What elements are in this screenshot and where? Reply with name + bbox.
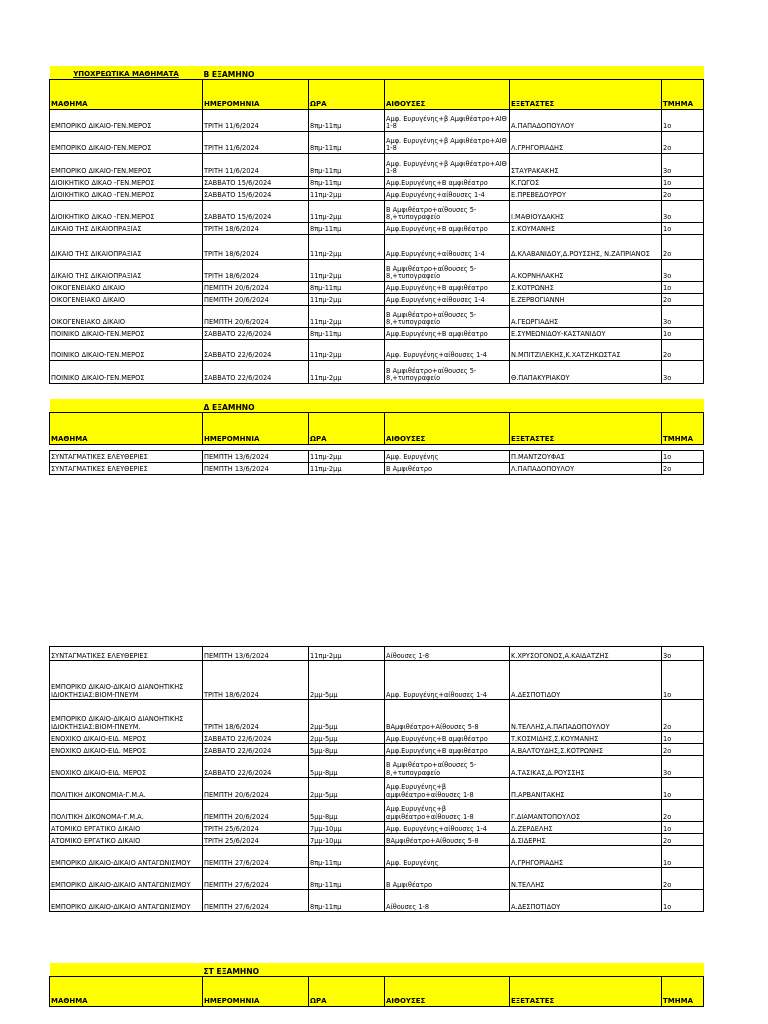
examiners-cell: Ε.ΣΥΜΕΩΝΙΔΟΥ-ΚΑΣΤΑΝΙΔΟΥ [510,327,662,339]
section-cell: 2ο [662,188,704,200]
section-cell: 1ο [662,327,704,339]
examiners-cell: Π.ΜΑΝΤΖΟΥΦΑΣ [510,450,662,462]
time-cell: 7μμ-10μμ [309,834,385,846]
time-cell: 8πμ-11πμ [309,327,385,339]
time-cell: 8πμ-11πμ [309,176,385,188]
course-cell: ΟΙΚΟΓΕΝΕΙΑΚΟ ΔΙΚΑΙΟ [50,293,203,305]
section-cell: 3ο [662,756,704,778]
rooms-cell: Β Αμφιθέατρο+αίθουσες 5-8,+τυπογραφείο [385,305,510,327]
section-cell: 2ο [662,339,704,360]
examiners-cell: Δ.ΖΕΡΔΕΛΗΣ [510,822,662,834]
schedule-table-st-semester [49,963,704,1007]
table-row [50,234,704,259]
examiners-cell: Α.ΒΑΛΤΟΥΔΗΣ,Σ.ΚΟΤΡΩΝΗΣ [510,744,662,756]
exam-schedule-st-semester [49,963,703,1007]
section-cell: 3ο [662,259,704,281]
rooms-cell: Αμφ. Ευρυγένης [385,450,510,462]
examiners-cell: Δ.ΚΛΑΒΑΝΙΔΟΥ,Δ.ΡΟΥΣΣΗΣ, Ν.ΖΑΠΡΙΑΝΟΣ [510,234,662,259]
course-header: ΜΑΘΗΜΑ [50,976,203,1006]
semester-st-title: ΣΤ ΕΞΑΜΗΝΟ [203,963,704,976]
date-cell: ΠΕΜΠΤΗ 20/6/2024 [203,281,309,293]
semester-b-title: Β ΕΞΑΜΗΝΟ [203,66,704,79]
rooms-cell: Αμφ.Ευρυγένης+αίθουσες 1-4 [385,293,510,305]
date-cell: ΠΕΜΠΤΗ 20/6/2024 [203,800,309,822]
time-header: ΩΡΑ [309,412,385,444]
column-header-row [50,79,704,109]
time-cell: 11πμ-2μμ [309,293,385,305]
table-row [50,700,704,732]
section-cell: 1ο [662,846,704,868]
section-cell: 1ο [662,450,704,462]
course-cell: ΑΤΟΜΙΚΟ ΕΡΓΑΤΙΚΟ ΔΙΚΑΙΟ [50,822,203,834]
rooms-cell: ΒΑμφιθέατρο+Αίθουσες 5-8 [385,700,510,732]
section-cell: 3ο [662,360,704,383]
rooms-cell: Αμφ.Ευρυγένης+Β αμφιθέατρο [385,732,510,744]
date-cell: ΣΑΒΒΑΤΟ 22/6/2024 [203,744,309,756]
blank-cell [50,383,704,399]
date-cell: ΠΕΜΠΤΗ 20/6/2024 [203,778,309,800]
table-row [50,339,704,360]
table-row [50,293,704,305]
time-header: ΩΡΑ [309,79,385,109]
course-cell: ΑΤΟΜΙΚΟ ΕΡΓΑΤΙΚΟ ΔΙΚΑΙΟ [50,834,203,846]
date-cell: ΠΕΜΠΤΗ 27/6/2024 [203,890,309,912]
table-row [50,462,704,474]
rooms-cell: Αμφ. Ευρυγένης+β Αμφιθέατρο+ΑΙΘ 1-8 [385,109,510,131]
time-cell: 8πμ-11πμ [309,153,385,176]
date-header: ΗΜΕΡΟΜΗΝΙΑ [203,976,309,1006]
course-cell: ΟΙΚΟΓΕΝΕΙΑΚΟ ΔΙΚΑΙΟ [50,281,203,293]
table-row [50,647,704,661]
course-cell: ΠΟΛΙΤΙΚΗ ΔΙΚΟΝΟΜΑ-Γ.Μ.Α. [50,800,203,822]
column-header-row [50,976,704,1006]
rooms-cell: Αμφ. Ευρυγένης+αίθουσες 1-4 [385,661,510,700]
course-cell: ΕΜΠΟΡΙΚΟ ΔΙΚΑΙΟ-ΔΙΚΑΙΟ ΔΙΑΝΟΗΤΙΚΗΣ ΙΔΙΟΚΤΗΣΙΑΣ:ΒΙΟΜ-ΠΝΕΥΜ. [50,700,203,732]
rooms-cell: Αμφ.Ευρυγένης+Β αμφιθέατρο [385,281,510,293]
course-cell: ΠΟΙΝΙΚΟ ΔΙΚΑΙΟ-ΓΕΝ.ΜΕΡΟΣ [50,327,203,339]
table-row [50,744,704,756]
date-cell: ΤΡΙΤΗ 11/6/2024 [203,153,309,176]
date-cell: ΣΑΒΒΑΤΟ 22/6/2024 [203,339,309,360]
course-cell: ΕΜΠΟΡΙΚΟ ΔΙΚΑΙΟ-ΓΕΝ.ΜΕΡΟΣ [50,153,203,176]
rooms-header: ΑΙΘΟΥΣΕΣ [385,412,510,444]
section-cell: 1ο [662,661,704,700]
course-cell: ΕΜΠΟΡΙΚΟ ΔΙΚΑΙΟ-ΔΙΚΑΙΟ ΑΝΤΑΓΩΝΙΣΜΟΥ [50,846,203,868]
date-cell: ΠΕΜΠΤΗ 13/6/2024 [203,450,309,462]
blank-cell [50,963,203,976]
examiners-cell: Λ.ΠΑΠΑΔΟΠΟΥΛΟΥ [510,462,662,474]
course-cell: ΕΝΟΧΙΚΟ ΔΙΚΑΙΟ-ΕΙΔ. ΜΕΡΟΣ [50,744,203,756]
examiners-cell: ΣΤΑΥΡΑΚΑΚΗΣ [510,153,662,176]
semester-d-title: Δ ΕΞΑΜΗΝΟ [203,399,704,412]
rooms-header: ΑΙΘΟΥΣΕΣ [385,79,510,109]
table-row [50,200,704,222]
date-cell: ΣΑΒΒΑΤΟ 15/6/2024 [203,176,309,188]
course-header: ΜΑΘΗΜΑ [50,79,203,109]
date-cell: ΣΑΒΒΑΤΟ 15/6/2024 [203,188,309,200]
date-cell: ΣΑΒΒΑΤΟ 22/6/2024 [203,327,309,339]
rooms-cell: Β Αμφιθέατρο+αίθουσες 5-8,+τυπογραφείο [385,200,510,222]
exam-schedule-page-1 [49,66,703,475]
rooms-cell: Β Αμφιθέατρο+αίθουσες 5-8,+τυπογραφείο [385,756,510,778]
section-cell: 1ο [662,176,704,188]
section-cell: 3ο [662,200,704,222]
rooms-header: ΑΙΘΟΥΣΕΣ [385,976,510,1006]
examiners-cell: Λ.ΓΡΗΓΟΡΙΑΔΗΣ [510,846,662,868]
course-cell: ΕΜΠΟΡΙΚΟ ΔΙΚΑΙΟ-ΔΙΚΑΙΟ ΔΙΑΝΟΗΤΙΚΗΣ ΙΔΙΟΚΤΗΣΙΑΣ:ΒΙΟΜ-ΠΝΕΥΜ [50,661,203,700]
table-row [50,846,704,868]
course-header: ΜΑΘΗΜΑ [50,412,203,444]
table-row [50,800,704,822]
time-cell: 11πμ-2μμ [309,360,385,383]
rooms-cell: Αμφ.Ευρυγένης+β αμφιθέατρο+αίθουσες 1-8 [385,778,510,800]
course-cell: ΔΙΟΙΚΗΤΙΚΟ ΔΙΚΑΟ -ΓΕΝ.ΜΕΡΟΣ [50,200,203,222]
time-cell: 8πμ-11πμ [309,281,385,293]
course-cell: ΔΙΟΙΚΗΤΙΚΟ ΔΙΚΑΟ -ΓΕΝ.ΜΕΡΟΣ [50,188,203,200]
examiners-cell: Π.ΑΡΒΑΝΙΤΑΚΗΣ [510,778,662,800]
rooms-cell: Αμφ.Ευρυγένης+Β αμφιθέατρο [385,327,510,339]
date-cell: ΤΡΙΤΗ 11/6/2024 [203,109,309,131]
date-cell: ΤΡΙΤΗ 11/6/2024 [203,131,309,153]
date-cell: ΤΡΙΤΗ 18/6/2024 [203,661,309,700]
date-cell: ΠΕΜΠΤΗ 20/6/2024 [203,293,309,305]
course-cell: ΔΙΚΑΙΟ ΤΗΣ ΔΙΚΑΙΟΠΡΑΞΙΑΣ [50,259,203,281]
time-cell: 11πμ-2μμ [309,339,385,360]
time-cell: 8πμ-11πμ [309,890,385,912]
time-cell: 11πμ-2μμ [309,647,385,661]
table-row [50,834,704,846]
section-cell: 3ο [662,153,704,176]
examiners-cell: Δ.ΣΙΔΕΡΗΣ [510,834,662,846]
date-cell: ΠΕΜΠΤΗ 27/6/2024 [203,846,309,868]
rooms-cell: Αίθουσες 1-8 [385,647,510,661]
section-header: ΤΜΗΜΑ [662,412,704,444]
course-cell: ΕΜΠΟΡΙΚΟ ΔΙΚΑΙΟ-ΔΙΚΑΙΟ ΑΝΤΑΓΩΝΙΣΜΟΥ [50,890,203,912]
course-cell: ΕΝΟΧΙΚΟ ΔΙΚΑΙΟ-ΕΙΔ. ΜΕΡΟΣ [50,756,203,778]
examiners-cell: Α.ΔΕΣΠΟΤΙΔΟΥ [510,890,662,912]
table-row [50,176,704,188]
time-cell: 11πμ-2μμ [309,305,385,327]
date-cell: ΤΡΙΤΗ 18/6/2024 [203,234,309,259]
course-cell: ΣΥΝΤΑΓΜΑΤΙΚΕΣ ΕΛΕΥΘΕΡΙΕΣ [50,450,203,462]
rooms-cell: Β Αμφιθέατρο [385,462,510,474]
semester-title-row [50,66,704,79]
table-row [50,661,704,700]
table-row [50,281,704,293]
table-row [50,890,704,912]
course-cell: ΠΟΙΝΙΚΟ ΔΙΚΑΙΟ-ΓΕΝ.ΜΕΡΟΣ [50,360,203,383]
section-cell: 1ο [662,732,704,744]
course-cell: ΠΟΛΙΤΙΚΗ ΔΙΚΟΝΟΜΙΑ-Γ.Μ.Α. [50,778,203,800]
time-cell: 5μμ-8μμ [309,744,385,756]
rooms-cell: Αμφ. Ευρυγένης+αίθουσες 1-4 [385,822,510,834]
table-row [50,109,704,131]
examiners-cell: Κ.ΧΡΥΣΟΓΟΝΟΣ,Α.ΚΑΙΔΑΤΖΗΣ [510,647,662,661]
time-cell: 11πμ-2μμ [309,188,385,200]
examiners-header: ΕΞΕΤΑΣΤΕΣ [510,412,662,444]
course-cell: ΣΥΝΤΑΓΜΑΤΙΚΕΣ ΕΛΕΥΘΕΡΙΕΣ [50,647,203,661]
examiners-cell: Γ.ΔΙΑΜΑΝΤΟΠΟΥΛΟΣ [510,800,662,822]
examiners-cell: Α.ΚΟΡΝΗΛΑΚΗΣ [510,259,662,281]
rooms-cell: Αμφ. Ευρυγένης+αίθουσες 1-4 [385,339,510,360]
section-cell: 1ο [662,281,704,293]
rooms-cell: Β Αμφιθέατρο+αίθουσες 5-8,+τυπογραφείο [385,259,510,281]
date-cell: ΣΑΒΒΑΤΟ 22/6/2024 [203,732,309,744]
rooms-cell: Αμφ. Ευρυγένης+β Αμφιθέατρο+ΑΙΘ 1-8 [385,153,510,176]
mandatory-courses-label: ΥΠΟΧΡΕΩΤΙΚΑ ΜΑΘΗΜΑΤΑ [50,66,203,79]
date-cell: ΣΑΒΒΑΤΟ 22/6/2024 [203,360,309,383]
table-row [50,305,704,327]
exam-schedule-page-2 [49,646,703,912]
examiners-cell: Τ.ΚΟΣΜΙΔΗΣ,Σ.ΚΟΥΜΑΝΗΣ [510,732,662,744]
time-cell: 8πμ-11πμ [309,222,385,234]
course-cell: ΕΜΠΟΡΙΚΟ ΔΙΚΑΙΟ-ΔΙΚΑΙΟ ΑΝΤΑΓΩΝΙΣΜΟΥ [50,868,203,890]
date-cell: ΠΕΜΠΤΗ 13/6/2024 [203,462,309,474]
course-cell: ΕΝΟΧΙΚΟ ΔΙΚΑΙΟ-ΕΙΔ. ΜΕΡΟΣ [50,732,203,744]
time-cell: 2μμ-5μμ [309,661,385,700]
section-cell: 2ο [662,293,704,305]
examiners-cell: Ε.ΖΕΡΒΟΓΙΑΝΝΗ [510,293,662,305]
date-cell: ΠΕΜΠΤΗ 27/6/2024 [203,868,309,890]
rooms-cell: Αμφ.Ευρυγένης+αίθουσες 1-4 [385,188,510,200]
section-cell: 2ο [662,800,704,822]
table-row [50,822,704,834]
section-cell: 2ο [662,868,704,890]
section-header: ΤΜΗΜΑ [662,79,704,109]
time-header: ΩΡΑ [309,976,385,1006]
time-cell: 11πμ-2μμ [309,234,385,259]
table-row [50,188,704,200]
time-cell: 11πμ-2μμ [309,259,385,281]
semester-title-row [50,399,704,412]
time-cell: 5μμ-8μμ [309,800,385,822]
examiners-cell: Α.ΓΕΩΡΓΙΑΔΗΣ [510,305,662,327]
section-cell: 1ο [662,778,704,800]
section-cell: 2ο [662,744,704,756]
date-cell: ΤΡΙΤΗ 18/6/2024 [203,259,309,281]
examiners-header: ΕΞΕΤΑΣΤΕΣ [510,976,662,1006]
table-row [50,153,704,176]
course-cell: ΣΥΝΤΑΓΜΑΤΙΚΕΣ ΕΛΕΥΘΕΡΙΕΣ [50,462,203,474]
spacer-row [50,383,704,399]
schedule-table-b-semester [49,66,704,475]
semester-title-row [50,963,704,976]
time-cell: 11πμ-2μμ [309,450,385,462]
examiners-cell: Α.ΠΑΠΑΔΟΠΟΥΛΟΥ [510,109,662,131]
time-cell: 2μμ-5μμ [309,732,385,744]
table-row [50,327,704,339]
table-row [50,360,704,383]
time-cell: 8πμ-11πμ [309,109,385,131]
examiners-cell: Θ.ΠΑΠΑΚΥΡΙΑΚΟΥ [510,360,662,383]
date-cell: ΤΡΙΤΗ 18/6/2024 [203,222,309,234]
time-cell: 11πμ-2μμ [309,200,385,222]
examiners-cell: Λ.ΓΡΗΓΟΡΙΑΔΗΣ [510,131,662,153]
course-cell: ΟΙΚΟΓΕΝΕΙΑΚΟ ΔΙΚΑΙΟ [50,305,203,327]
blank-cell [50,399,203,412]
date-cell: ΠΕΜΠΤΗ 13/6/2024 [203,647,309,661]
table-row [50,778,704,800]
date-cell: ΠΕΜΠΤΗ 20/6/2024 [203,305,309,327]
schedule-table-continued [49,646,704,912]
column-header-row [50,412,704,444]
table-row [50,868,704,890]
section-cell: 3ο [662,647,704,661]
examiners-header: ΕΞΕΤΑΣΤΕΣ [510,79,662,109]
table-row [50,222,704,234]
section-cell: 2ο [662,834,704,846]
table-row [50,450,704,462]
rooms-cell: Αμφ.Ευρυγένης+αίθουσες 1-4 [385,234,510,259]
examiners-cell: Ν.ΤΕΛΛΗΣ,Α.ΠΑΠΑΔΟΠΟΥΛΟΥ [510,700,662,732]
date-header: ΗΜΕΡΟΜΗΝΙΑ [203,79,309,109]
time-cell: 2μμ-5μμ [309,778,385,800]
course-cell: ΕΜΠΟΡΙΚΟ ΔΙΚΑΙΟ-ΓΕΝ.ΜΕΡΟΣ [50,131,203,153]
course-cell: ΕΜΠΟΡΙΚΟ ΔΙΚΑΙΟ-ΓΕΝ.ΜΕΡΟΣ [50,109,203,131]
rooms-cell: Β Αμφιθέατρο [385,868,510,890]
rooms-cell: ΒΑμφιθέατρο+Αίθουσες 5-8 [385,834,510,846]
date-cell: ΣΑΒΒΑΤΟ 22/6/2024 [203,756,309,778]
table-row [50,259,704,281]
time-cell: 2μμ-5μμ [309,700,385,732]
rooms-cell: Αμφ. Ευρυγένης [385,846,510,868]
course-cell: ΔΙΚΑΙΟ ΤΗΣ ΔΙΚΑΙΟΠΡΑΞΙΑΣ [50,222,203,234]
time-cell: 5μμ-8μμ [309,756,385,778]
examiners-cell: Α.ΔΕΣΠΟΤΙΔΟΥ [510,661,662,700]
examiners-cell: Ν.ΜΠΙΤΖΙΛΕΚΗΣ,Κ.ΧΑΤΖΗΚΩΣΤΑΣ [510,339,662,360]
rooms-cell: Β Αμφιθέατρο+αίθουσες 5-8,+τυπογραφείο [385,360,510,383]
date-cell: ΣΑΒΒΑΤΟ 15/6/2024 [203,200,309,222]
examiners-cell: Α.ΤΑΣΙΚΑΣ,Δ.ΡΟΥΣΣΗΣ [510,756,662,778]
examiners-cell: Ι.ΜΑΘΙΟΥΔΑΚΗΣ [510,200,662,222]
rooms-cell: Αμφ.Ευρυγένης+Β αμφιθέατρο [385,222,510,234]
course-cell: ΠΟΙΝΙΚΟ ΔΙΚΑΙΟ-ΓΕΝ.ΜΕΡΟΣ [50,339,203,360]
course-cell: ΔΙΟΙΚΗΤΙΚΟ ΔΙΚΑΟ -ΓΕΝ.ΜΕΡΟΣ [50,176,203,188]
section-cell: 1ο [662,822,704,834]
time-cell: 11πμ-2μμ [309,462,385,474]
examiners-cell: Σ.ΚΟΥΜΑΝΗΣ [510,222,662,234]
table-row [50,756,704,778]
date-cell: ΤΡΙΤΗ 18/6/2024 [203,700,309,732]
date-cell: ΤΡΙΤΗ 25/6/2024 [203,822,309,834]
examiners-cell: Ε.ΠΡΕΒΕΔΟΥΡΟΥ [510,188,662,200]
rooms-cell: Αμφ. Ευρυγένης+β Αμφιθέατρο+ΑΙΘ 1-8 [385,131,510,153]
table-row [50,732,704,744]
section-cell: 1ο [662,222,704,234]
rooms-cell: Αμφ.Ευρυγένης+β αμφιθέατρο+αίθουσες 1-8 [385,800,510,822]
examiners-cell: Σ.ΚΟΤΡΩΝΗΣ [510,281,662,293]
section-cell: 2ο [662,700,704,732]
time-cell: 8πμ-11πμ [309,846,385,868]
section-cell: 1ο [662,890,704,912]
section-cell: 3ο [662,305,704,327]
table-row [50,131,704,153]
time-cell: 8πμ-11πμ [309,868,385,890]
examiners-cell: Κ.ΓΩΓΟΣ [510,176,662,188]
date-cell: ΤΡΙΤΗ 25/6/2024 [203,834,309,846]
date-header: ΗΜΕΡΟΜΗΝΙΑ [203,412,309,444]
rooms-cell: Αμφ.Ευρυγένης+Β αμφιθέατρο [385,744,510,756]
course-cell: ΔΙΚΑΙΟ ΤΗΣ ΔΙΚΑΙΟΠΡΑΞΙΑΣ [50,234,203,259]
time-cell: 7μμ-10μμ [309,822,385,834]
rooms-cell: Αμφ.Ευρυγένης+Β αμφιθέατρο [385,176,510,188]
examiners-cell: Ν.ΤΕΛΛΗΣ [510,868,662,890]
section-cell: 2ο [662,234,704,259]
section-cell: 1ο [662,109,704,131]
section-cell: 2ο [662,462,704,474]
time-cell: 8πμ-11πμ [309,131,385,153]
rooms-cell: Αίθουσες 1-8 [385,890,510,912]
section-header: ΤΜΗΜΑ [662,976,704,1006]
section-cell: 2ο [662,131,704,153]
